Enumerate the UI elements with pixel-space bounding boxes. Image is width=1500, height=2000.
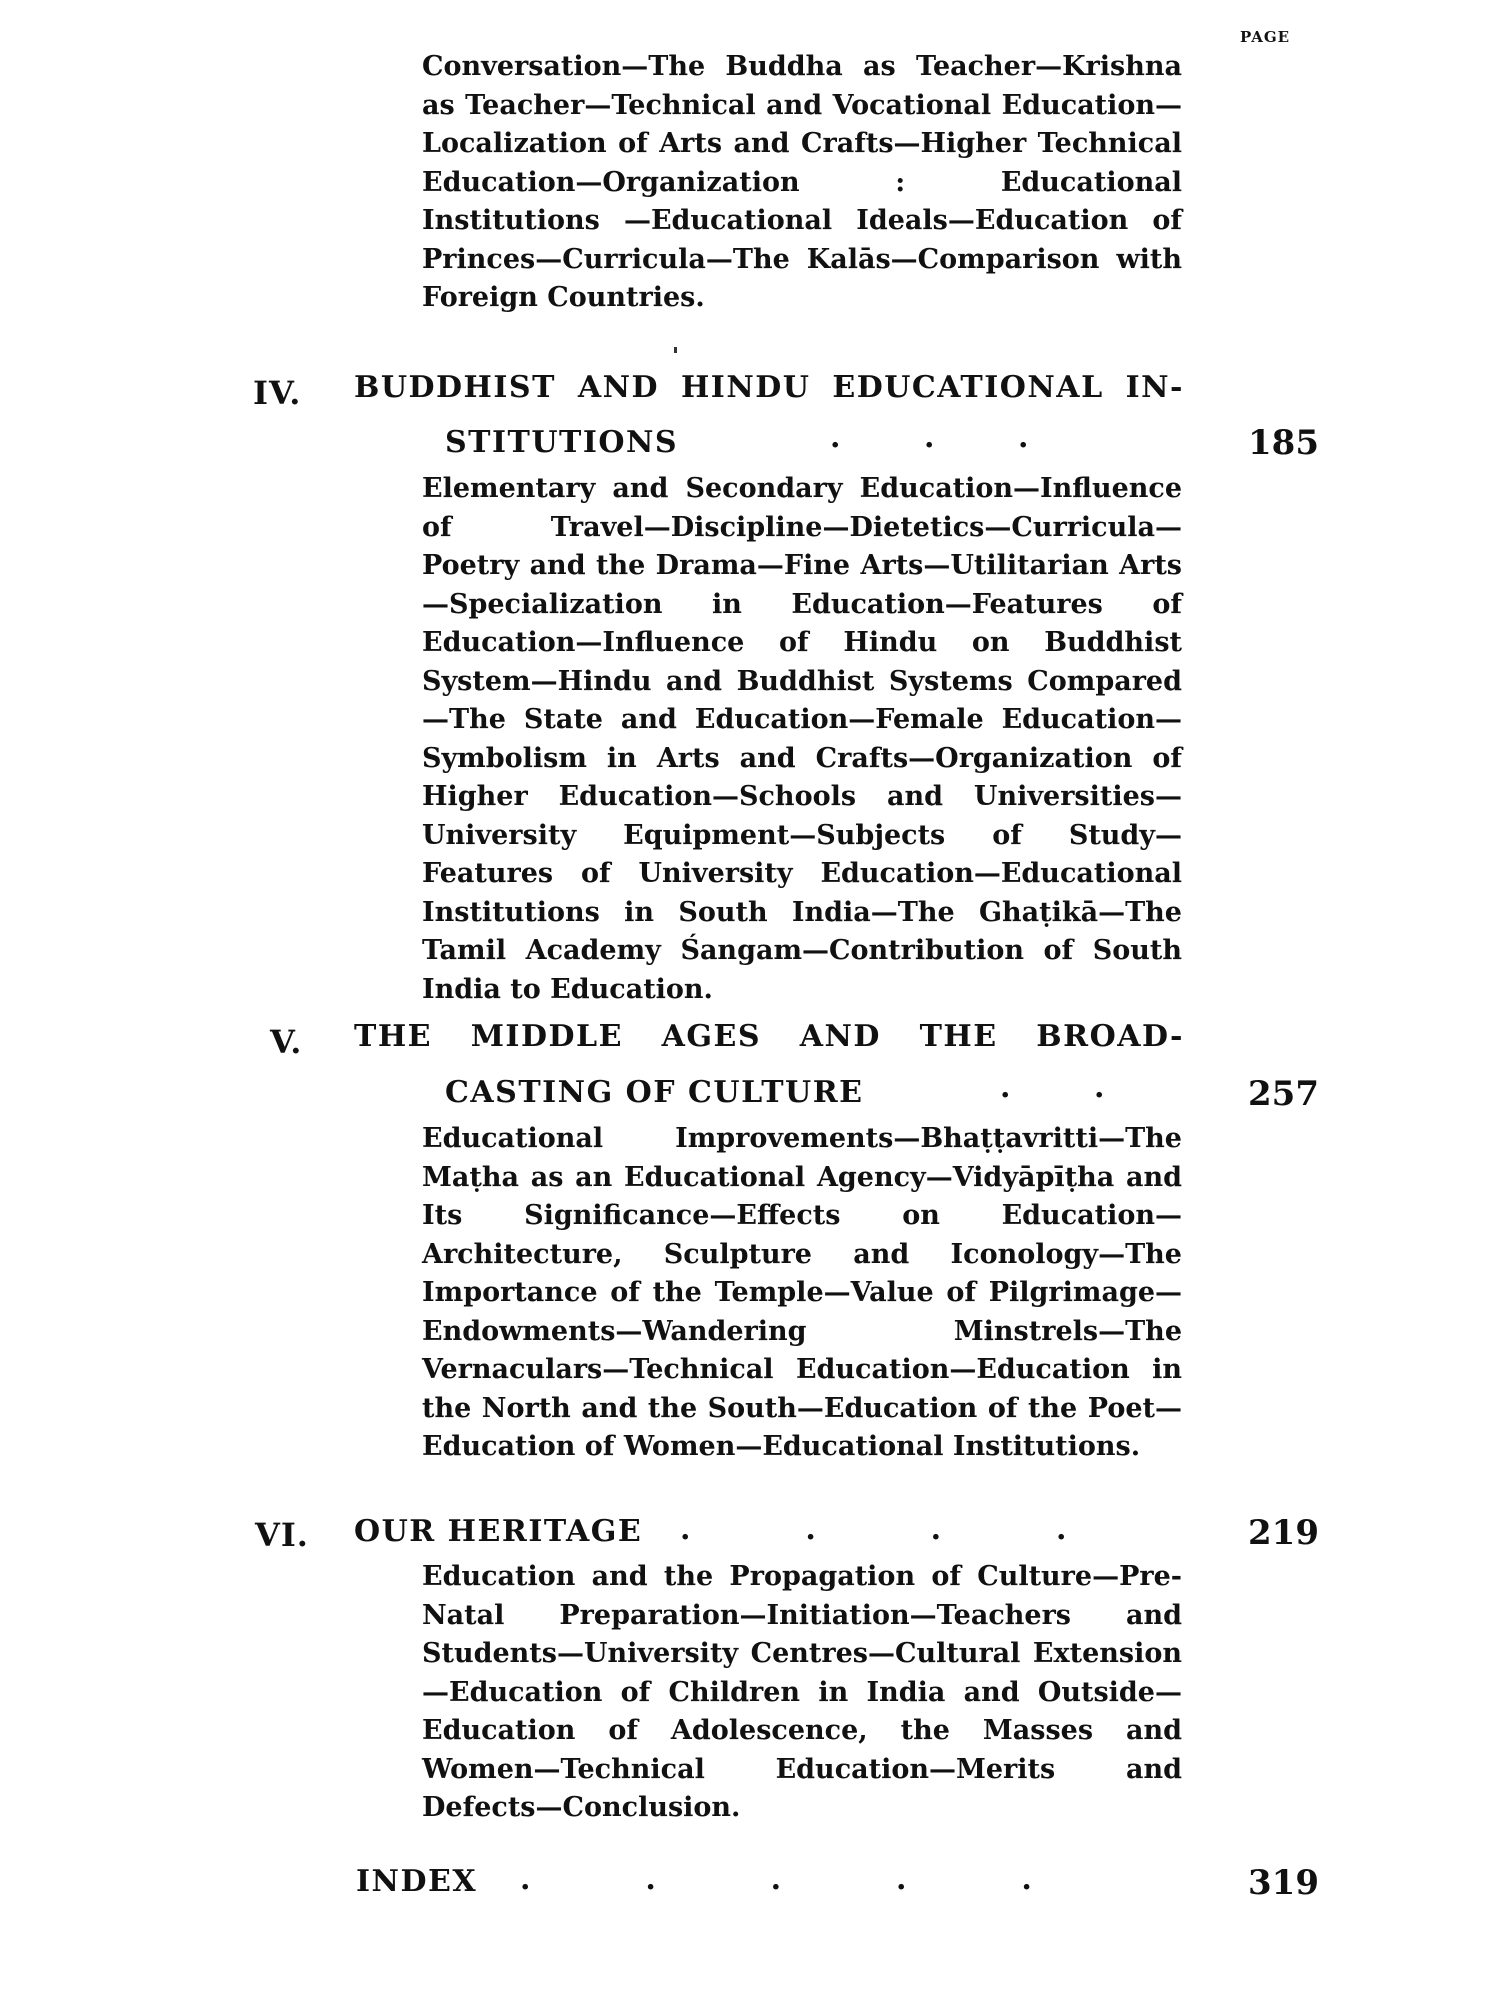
chapter-v-title-line2: CASTING OF CULTURE bbox=[445, 1075, 864, 1110]
page-column-label: PAGE bbox=[1240, 28, 1291, 46]
index-page: 319 bbox=[1248, 1863, 1319, 1903]
chapter-v-leaders: . . bbox=[1000, 1070, 1105, 1105]
chapter-iv-description: Elementary and Secondary Education—Influence of Travel—Discipline—Dietetics—Curricula—Poetry and the Drama—Fine Arts—Utilitarian Arts—Specialization in Education—Features of Education—Influence of Hindu on Buddhist System—Hindu and Buddhist Systems Compared—The State and Education—Female Education—Symbolism in Arts and Crafts—Organization of Higher Education—Schools and Universities—University Equipment—Subjects of Study—Features of University Education—Educational Institutions in South India—The Ghaṭikā—The Tamil Academy Śangam—Contribution of South India to Education. bbox=[422, 473, 1182, 1005]
chapter-v-description: Educational Improvements—Bhaṭṭavritti—The Maṭha as an Educational Agency—Vidyāpīṭha and Its Significance—Effects on Education—Architecture, Sculpture and Iconology—The Importance of the Temple—Value of Pilgrimage—Endowments—Wandering Minstrels—The Vernaculars—Technical Education—Education in the North and the South—Education of the Poet—Education of Women—Educational Institutions. bbox=[422, 1123, 1182, 1462]
index-leaders: . . . . . bbox=[520, 1862, 1032, 1897]
chapter-iv-number: IV. bbox=[253, 374, 302, 412]
chapter-v-title-line1: THE MIDDLE AGES AND THE BROAD- bbox=[354, 1019, 1184, 1054]
chapter-iv-title-line2: STITUTIONS bbox=[445, 425, 679, 460]
chapter-vi-number: VI. bbox=[255, 1516, 309, 1554]
chapter-iv-page: 185 bbox=[1248, 423, 1319, 463]
chapter-iv-title-line1: BUDDHIST AND HINDU EDUCATIONAL IN- bbox=[354, 370, 1184, 405]
chapter-v-page: 257 bbox=[1248, 1074, 1319, 1114]
chapter-vi-description: Education and the Propagation of Culture—Pre-Natal Preparation—Initiation—Teachers and Students—University Centres—Cultural Extension—Education of Children in India and Outside—Education of Adolescence, the Masses and Women—Technical Education—Merits and Defects—Conclusion. bbox=[422, 1561, 1182, 1823]
section-iii-description: Conversation—The Buddha as Teacher—Krishna as Teacher—Technical and Vocational Education—Localization of Arts and Crafts—Higher Technical Education—Organization : Educational Institutions —Educational Ideals—Education of Princes—Curricula—The Kalās—Comparison with Foreign Countries. bbox=[422, 51, 1182, 313]
chapter-v-number: V. bbox=[270, 1023, 303, 1061]
index-title: INDEX bbox=[356, 1864, 478, 1899]
chapter-iv-leaders: . . . bbox=[830, 420, 1029, 455]
chapter-vi-page: 219 bbox=[1248, 1513, 1319, 1553]
print-speck bbox=[674, 347, 677, 353]
chapter-vi-title: OUR HERITAGE bbox=[354, 1514, 643, 1549]
chapter-vi-leaders: . . . . bbox=[680, 1512, 1067, 1547]
